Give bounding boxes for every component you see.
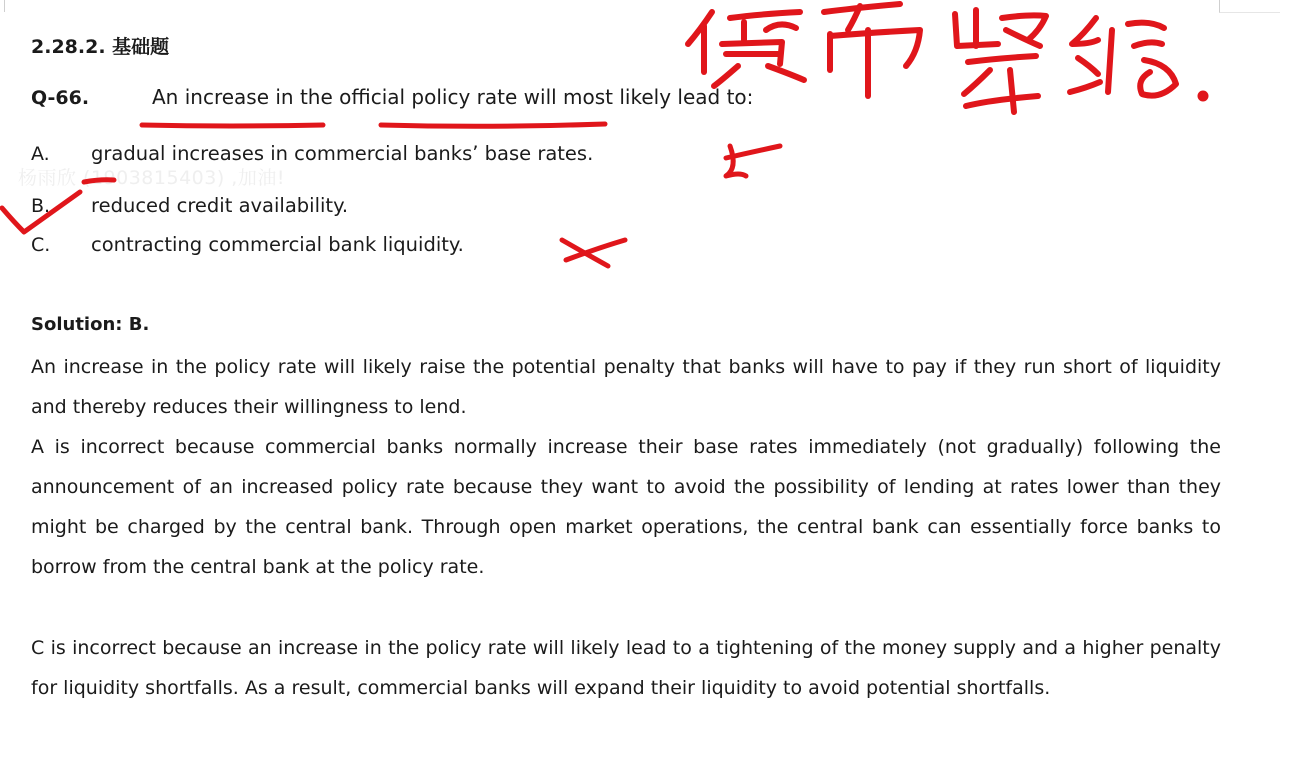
underline-increase	[142, 125, 323, 126]
option-a-letter: A.	[31, 143, 50, 165]
handwritten-note-period	[1200, 93, 1206, 99]
option-b-letter: B.	[31, 195, 51, 217]
watermark: 杨雨欣 (1903815403) ,加油!	[18, 167, 285, 189]
section-heading: 2.28.2. 基础题	[31, 36, 170, 58]
solution-label: Solution: B.	[31, 314, 150, 335]
option-c-letter: C.	[31, 234, 51, 256]
question-number: Q-66.	[31, 87, 90, 109]
solution-paragraph-1: An increase in the policy rate will likely raise the potential penalty that banks will have to pay if they run short of liquidity and thereby reduces their willingness to lend.	[31, 356, 1221, 418]
option-b-text: reduced credit availability.	[91, 194, 349, 217]
handwritten-note-ink	[688, 4, 1176, 112]
window-edge-right	[1219, 0, 1280, 13]
solution-paragraph-3: C is incorrect because an increase in the policy rate will likely lead to a tightening of the money supply and a higher penalty for liquidity shortfalls. As a result, commercial banks will expand their liquidity to avoid potential shortfalls.	[31, 637, 1221, 699]
window-edge-left	[0, 0, 5, 12]
solution-paragraph-2: A is incorrect because commercial banks normally increase their base rates immediately (not gradually) following the announcement of an increased policy rate because they want to avoid the possibility of lending at rates lower than they might be charged by the central bank. Through open market operations, the central bank can essentially force banks to borrow from the central bank at the policy rate.	[31, 436, 1221, 578]
underline-official-policy-rate	[381, 124, 605, 126]
question-text: An increase in the official policy rate will most likely lead to:	[152, 85, 754, 109]
option-c-text: contracting commercial bank liquidity.	[91, 233, 464, 256]
cross-option-a	[726, 146, 780, 176]
cross-option-c	[562, 240, 625, 266]
option-a-text: gradual increases in commercial banks’ base rates.	[91, 142, 594, 165]
